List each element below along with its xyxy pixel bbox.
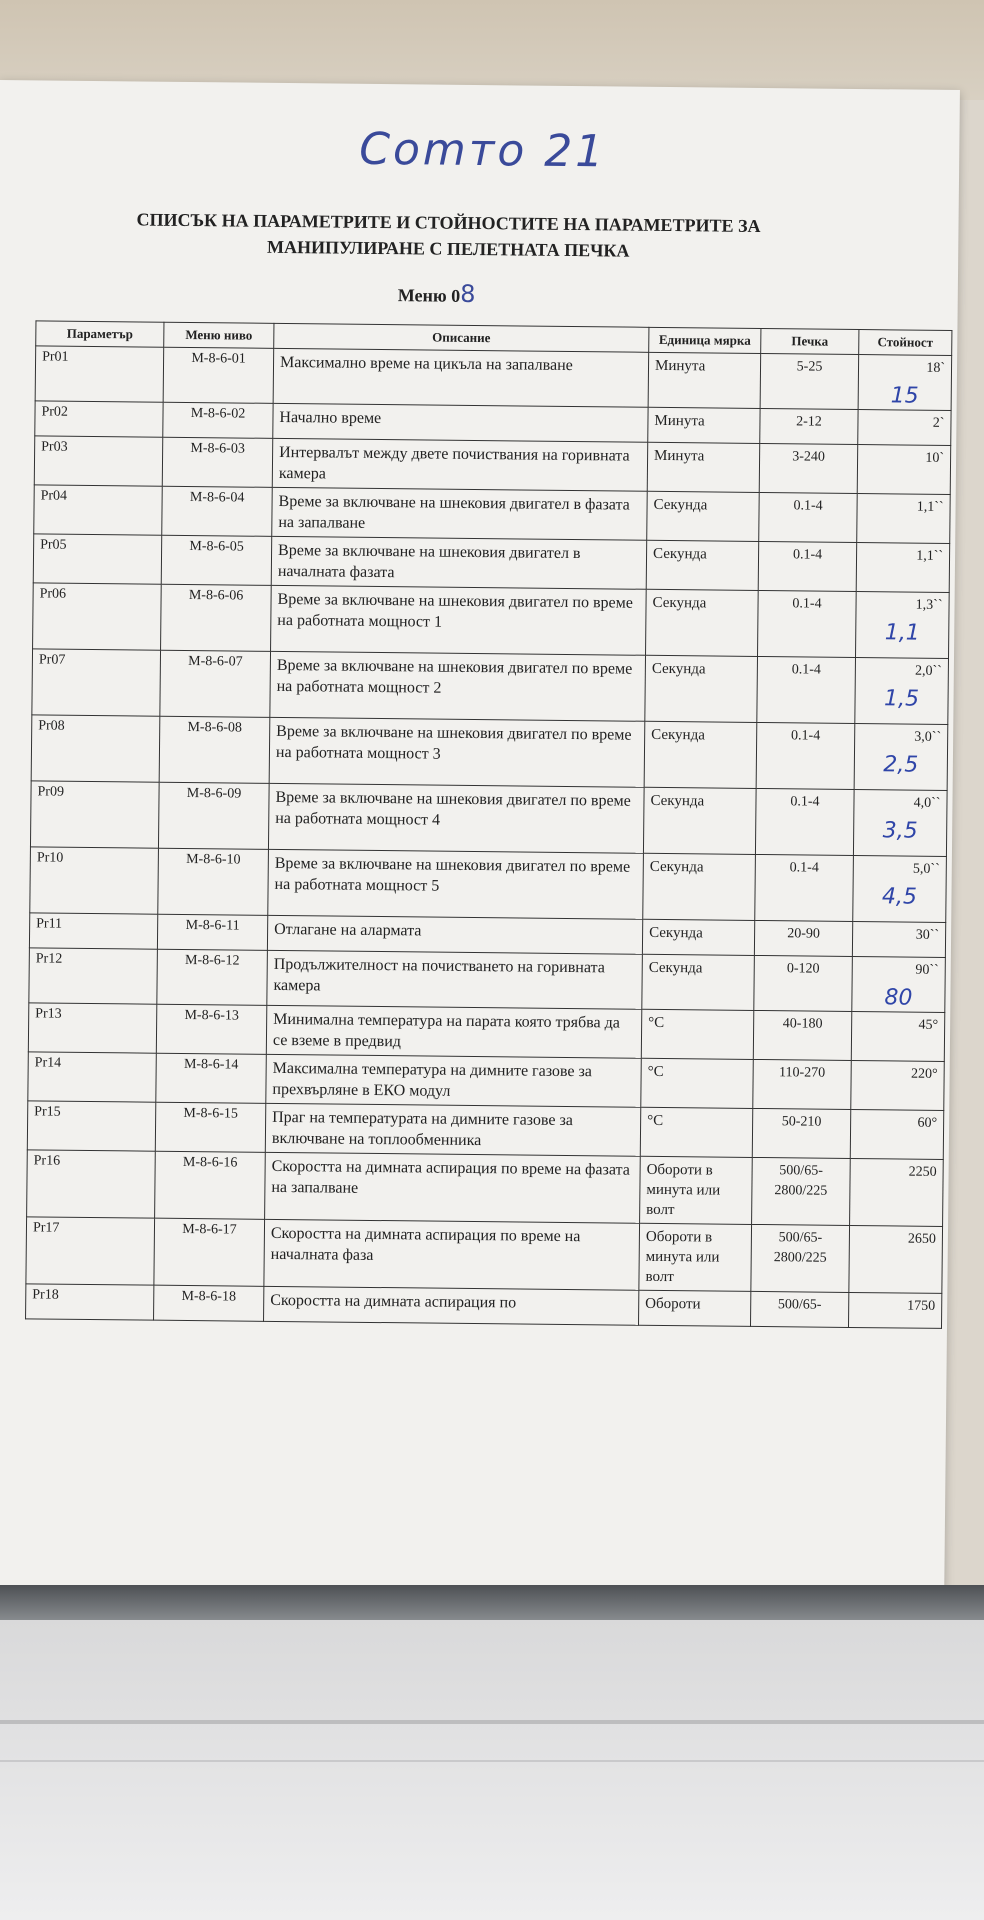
menu-level-cell (162, 486, 273, 536)
description: Максимално време на цикъла на запалване (279, 353, 573, 375)
value: 18` (926, 360, 946, 376)
table-row (35, 346, 952, 411)
value: 3,0`` (914, 729, 942, 745)
value: 5,0`` (912, 861, 940, 877)
menu-title (398, 279, 476, 308)
stove-range-cell (753, 1059, 852, 1109)
value-cell (853, 855, 947, 922)
value-cell (857, 493, 951, 543)
param-code: Pr04 (40, 488, 68, 504)
shelf-shadow (0, 1585, 984, 1625)
param-code: Pr09 (37, 784, 65, 800)
value: 1,1`` (916, 548, 944, 564)
menu-level: M-8-6-04 (189, 490, 245, 506)
value: 60° (917, 1115, 938, 1131)
cabinet-seam-lower (0, 1760, 984, 1762)
unit-cell (643, 787, 756, 854)
description-cell (271, 585, 647, 655)
param-code-cell (31, 715, 160, 782)
menu-label: Меню 0 (397, 285, 461, 306)
param-code: Pr03 (41, 439, 68, 455)
value: 220° (910, 1066, 938, 1082)
handwritten-correction (858, 1043, 938, 1044)
param-code-cell (34, 485, 163, 535)
unit-cell (640, 1156, 753, 1224)
value-cell (858, 410, 951, 446)
value: 1750 (907, 1298, 936, 1314)
param-code: Pr12 (35, 951, 63, 967)
menu-level-cell (155, 1102, 266, 1152)
stove-range: 500/65- (777, 1297, 822, 1313)
stove-range: 0.1-4 (789, 860, 819, 876)
value-cell (851, 1060, 945, 1110)
description: Начално време (279, 408, 382, 428)
description: Максимална температура на димните газове за прехвърляне в ЕКО модул (272, 1059, 593, 1100)
handwritten-correction (863, 525, 943, 526)
param-code-cell (32, 649, 161, 716)
menu-level-cell (163, 402, 273, 438)
param-code: Pr08 (38, 718, 65, 734)
description-cell (270, 651, 646, 721)
unit-cell (643, 853, 756, 920)
value-cell (852, 921, 945, 957)
description-cell (264, 1286, 639, 1325)
description-cell (273, 348, 649, 407)
table-row (33, 583, 950, 659)
param-code-cell (28, 1003, 157, 1053)
stove-range-cell (759, 492, 858, 542)
menu-level-cell (154, 1285, 264, 1321)
unit: Секунда (653, 496, 708, 514)
param-code: Pr15 (34, 1104, 61, 1120)
header-unit: Единица мярка (649, 327, 761, 353)
description: Време за включване на шнековия двигател по време на работната мощност 4 (275, 788, 631, 829)
cabinet-seam (0, 1720, 984, 1724)
unit-cell (638, 1290, 750, 1326)
stove-range: 0.1-4 (791, 728, 821, 744)
param-code: Pr07 (38, 652, 66, 668)
description-cell (269, 717, 645, 787)
stove-range: 2-12 (796, 414, 822, 430)
header-description: Описание (274, 323, 649, 352)
description: Време за включване на шнековия двигател по време на работната мощност 5 (274, 854, 631, 895)
description-cell (265, 1152, 641, 1223)
description: Време за включване на шнековия двигател в фазата на запалване (278, 492, 630, 532)
param-code: Pr06 (39, 586, 67, 602)
value: 2,0`` (914, 663, 942, 679)
unit: Минута (654, 357, 706, 375)
description-cell (267, 915, 642, 954)
menu-level-cell (154, 1218, 265, 1286)
handwritten-correction (856, 1257, 936, 1258)
unit-cell (642, 954, 755, 1010)
stove-range-cell (754, 955, 853, 1011)
stove-range: 0-120 (786, 961, 820, 977)
unit: Обороти (645, 1295, 701, 1313)
handwritten-correction: 2,5 (883, 752, 919, 778)
stove-range-cell (755, 788, 854, 855)
description-cell (265, 1103, 640, 1156)
param-code-cell (26, 1284, 154, 1320)
value-cell (850, 1109, 944, 1159)
description: Време за включване на шнековия двигател по време на работната мощност 3 (275, 722, 632, 763)
menu-level: M-8-6-13 (184, 1007, 240, 1024)
value: 2` (932, 415, 945, 431)
description: Продължителност на почистването на горивната камера (273, 955, 605, 995)
description: Време за включване на шнековия двигател по време на работната мощност 1 (277, 590, 634, 631)
unit: Секунда (652, 545, 707, 563)
menu-level: M-8-6-17 (182, 1221, 237, 1238)
unit: Секунда (649, 858, 704, 876)
value: 30`` (915, 927, 940, 943)
stove-range: 5-25 (796, 359, 823, 375)
value-cell (849, 1225, 943, 1293)
menu-level: M-8-6-10 (186, 851, 241, 868)
menu-level-cell (156, 1004, 267, 1054)
description: Минимална температура на парата която трябва да се вземе в предвид (272, 1010, 620, 1051)
unit-cell (645, 655, 758, 722)
param-code-cell (27, 1150, 156, 1218)
value: 10` (925, 450, 945, 466)
description-cell (273, 403, 648, 442)
param-code-cell (28, 1052, 157, 1102)
stove-range-cell (756, 722, 855, 789)
param-code: Pr10 (36, 850, 64, 866)
stove-range: 50-210 (781, 1114, 822, 1130)
menu-handwritten-digit: 8 (460, 279, 476, 308)
unit: Секунда (648, 959, 703, 977)
unit-cell (641, 1009, 754, 1059)
param-code-cell (30, 847, 159, 914)
param-code: Pr16 (33, 1153, 61, 1169)
stove-range: 0.1-4 (792, 547, 823, 563)
table-row (32, 649, 949, 725)
unit: Секунда (651, 660, 706, 678)
stove-range: 110-270 (778, 1065, 826, 1081)
param-code-cell (33, 583, 162, 650)
menu-level: M-8-6-05 (189, 539, 244, 555)
handwritten-correction: 80 (884, 985, 913, 1011)
value-cell (857, 445, 951, 495)
value: 1,1`` (916, 499, 944, 515)
value-cell (856, 542, 950, 592)
handwritten-correction: 4,5 (881, 884, 918, 910)
menu-level: M-8-6-12 (184, 952, 240, 969)
menu-level-cell (160, 650, 271, 717)
stove-range: 20-90 (787, 926, 821, 942)
unit: Минута (654, 447, 705, 465)
unit-cell (646, 540, 759, 590)
unit: Секунда (649, 924, 703, 942)
unit-cell (648, 407, 760, 443)
unit: Секунда (652, 594, 707, 612)
table-row (30, 847, 947, 923)
param-code: Pr18 (32, 1287, 59, 1303)
menu-level-cell (161, 584, 272, 651)
stove-range-cell (750, 1291, 848, 1327)
unit: Минута (654, 412, 705, 430)
menu-level-cell (158, 848, 269, 915)
menu-level: M-8-6-16 (182, 1154, 238, 1171)
param-code: Pr11 (36, 916, 63, 932)
menu-level-cell (159, 716, 270, 783)
table-row (30, 781, 947, 857)
handwritten-correction (855, 1324, 935, 1325)
unit-cell (639, 1223, 752, 1291)
description: Време за включване на шнековия двигател по време на работната мощност 2 (276, 656, 633, 697)
description-cell (267, 950, 643, 1009)
handwritten-correction (857, 1141, 937, 1142)
description: Скоростта на димната аспирация по време на началната фаза (270, 1224, 581, 1264)
param-code-cell (29, 913, 157, 949)
stove-range-cell (759, 443, 858, 493)
handwritten-correction (864, 476, 944, 477)
menu-level: M-8-6-14 (183, 1056, 239, 1073)
value: 2650 (907, 1231, 936, 1247)
unit-cell (642, 919, 754, 955)
value-cell (855, 657, 949, 724)
stove-range-cell (760, 408, 858, 444)
menu-level: M-8-6-02 (190, 406, 246, 422)
value: 1,3`` (915, 597, 943, 613)
handwritten-correction: 1,5 (883, 686, 920, 712)
handwritten-correction: 15 (890, 383, 919, 409)
stove-range-cell (752, 1108, 851, 1158)
handwritten-correction: 3,5 (882, 818, 918, 844)
menu-level-cell (163, 347, 274, 403)
table-row (29, 948, 946, 1013)
menu-level: M-8-6-15 (183, 1105, 238, 1122)
stove-range-cell (752, 1157, 851, 1225)
menu-level: M-8-6-01 (191, 351, 246, 367)
table-row (31, 715, 948, 791)
description-cell (272, 438, 647, 491)
handwritten-correction: 1,1 (884, 620, 920, 646)
unit: Обороти в минута или волт (645, 1228, 720, 1286)
menu-level: M-8-6-08 (187, 719, 243, 736)
parameters-table (25, 320, 952, 1329)
stove-range: 0.1-4 (790, 794, 820, 810)
handwritten-correction (864, 441, 944, 442)
stove-range-cell (757, 656, 856, 723)
param-code-cell (29, 948, 158, 1004)
value-cell (858, 355, 952, 411)
handwritten-correction (856, 1190, 936, 1191)
value-cell (855, 591, 949, 658)
header-stove-range: Печка (761, 328, 859, 354)
menu-level-cell (161, 535, 272, 585)
param-code-cell (26, 1217, 155, 1285)
menu-level-cell (157, 949, 268, 1005)
description: Отлагане на алармата (274, 920, 422, 940)
unit-cell (647, 442, 760, 492)
stove-range: 0.1-4 (791, 662, 822, 678)
handwritten-correction (859, 953, 939, 954)
stove-range: 0.1-4 (792, 596, 822, 612)
document-sheet (0, 80, 960, 1600)
table-row (27, 1150, 944, 1227)
value-cell (854, 723, 948, 790)
stove-range: 3-240 (792, 449, 826, 465)
menu-level: M-8-6-03 (190, 441, 245, 457)
value-cell (848, 1292, 941, 1328)
param-code-cell (35, 401, 163, 437)
menu-level-cell (155, 1151, 266, 1219)
description-cell (266, 1005, 641, 1058)
value: 45° (918, 1017, 939, 1033)
description: Време за включване на шнековия двигател в началната фазата (277, 541, 581, 582)
table-row (26, 1217, 943, 1294)
param-code: Pr13 (35, 1006, 62, 1022)
param-code: Pr02 (41, 404, 69, 420)
description-cell (268, 849, 644, 919)
param-code: Pr05 (40, 537, 67, 553)
menu-level-cell (158, 782, 269, 849)
description-cell (271, 536, 646, 589)
stove-range-cell (751, 1224, 850, 1292)
unit-cell (644, 721, 757, 788)
description: Праг на температурата на димните газове за включване на топлообменника (271, 1108, 574, 1150)
stove-range-cell (753, 1010, 852, 1060)
unit-cell (646, 589, 759, 656)
header-parameter: Параметър (36, 321, 164, 347)
unit-cell (648, 352, 761, 408)
description-cell (272, 487, 647, 540)
description: Интервалът между двете почиствания на горивната камера (278, 443, 630, 483)
param-code-cell (34, 436, 163, 486)
description-cell (268, 783, 644, 853)
description: Скоростта на димната аспирация по (270, 1291, 517, 1312)
unit: °C (648, 1014, 665, 1032)
handwritten-correction (863, 574, 943, 575)
stove-range-cell (758, 590, 857, 657)
param-code: Pr17 (32, 1220, 60, 1236)
stove-range-cell (754, 920, 852, 956)
stove-range: 0.1-4 (793, 498, 823, 514)
stove-range-cell (755, 854, 854, 921)
menu-level: M-8-6-11 (185, 917, 240, 934)
menu-level: M-8-6-18 (181, 1288, 237, 1305)
stove-range: 500/65-2800/225 (774, 1163, 828, 1199)
menu-level: M-8-6-09 (186, 785, 242, 802)
value-cell (853, 789, 947, 856)
param-code-cell (27, 1101, 156, 1151)
value-cell (852, 956, 946, 1012)
unit: Секунда (650, 792, 705, 810)
unit: °C (647, 1112, 664, 1130)
menu-level-cell (156, 1053, 267, 1103)
value-cell (851, 1011, 945, 1061)
header-menu-level: Меню ниво (164, 322, 274, 348)
param-code-cell (35, 346, 164, 402)
value: 4,0`` (913, 795, 941, 811)
unit-cell (641, 1058, 754, 1108)
header-value: Стойност (859, 330, 952, 356)
value: 2250 (908, 1164, 937, 1180)
description-cell (264, 1219, 640, 1290)
unit: Обороти в минута или волт (646, 1161, 721, 1219)
cabinet-surface (0, 1620, 984, 1920)
stove-range-cell (758, 541, 857, 591)
param-code-cell (33, 534, 162, 584)
value-cell (850, 1158, 944, 1226)
unit-cell (640, 1107, 753, 1157)
handwritten-correction (857, 1092, 937, 1093)
menu-level: M-8-6-07 (188, 654, 243, 670)
param-code: Pr14 (34, 1055, 62, 1071)
menu-level-cell (157, 914, 267, 950)
unit: °C (647, 1063, 664, 1081)
stove-range: 500/65-2800/225 (773, 1230, 827, 1266)
unit: Секунда (651, 726, 706, 744)
document-title: СПИСЪК НА ПАРАМЕТРИТЕ И СТОЙНОСТИТЕ НА ПАРАМЕТРИТЕ ЗА МАНИПУЛИРАНЕ С ПЕЛЕТНАТА ПЕЧКА (136, 209, 761, 261)
stove-range: 40-180 (782, 1016, 823, 1032)
param-code-cell (30, 781, 159, 848)
handwritten-title: Comто 21 (359, 123, 607, 178)
menu-level: M-8-6-06 (188, 588, 244, 604)
unit-cell (647, 491, 760, 541)
value: 90`` (915, 962, 939, 978)
stove-range-cell (760, 353, 859, 409)
description: Скоростта на димната аспирация по време на фазата на запалване (271, 1157, 630, 1197)
menu-level-cell (162, 437, 273, 487)
description-cell (266, 1054, 641, 1107)
param-code: Pr01 (42, 349, 69, 365)
